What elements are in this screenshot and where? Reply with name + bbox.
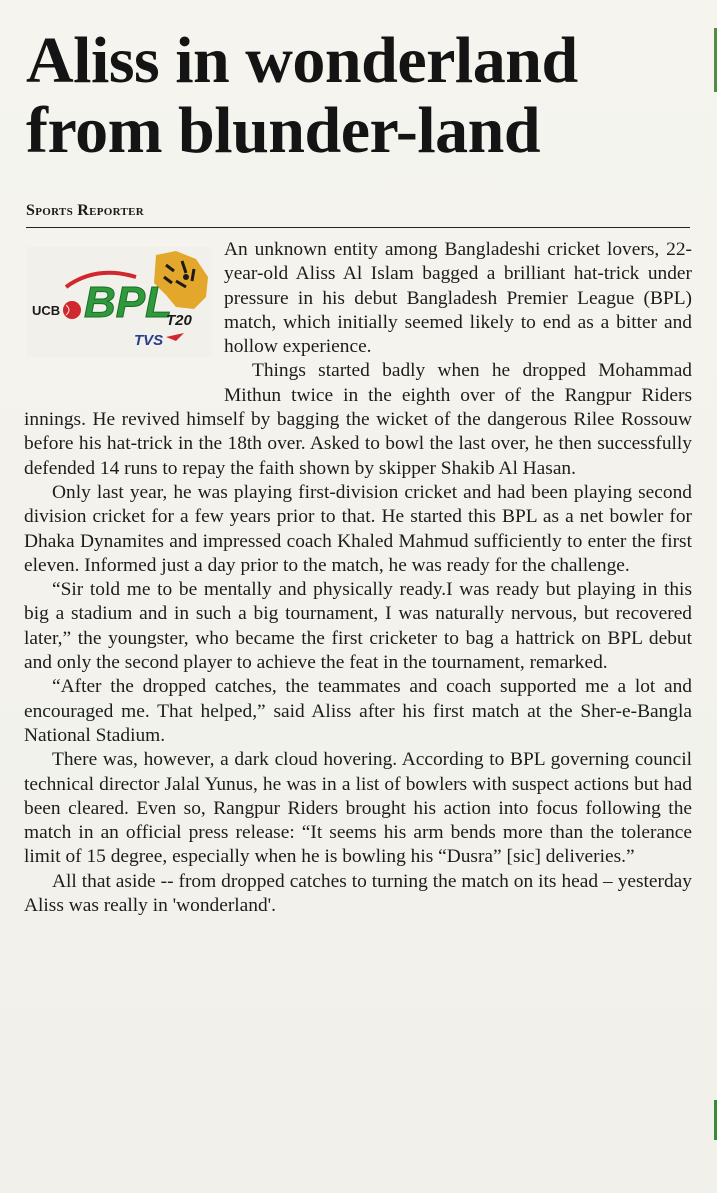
article-paragraph: An unknown entity among Bangladeshi cricket lovers, 22-year-old Aliss Al Islam bagged a brilliant hat-trick under pressure in his debut Bangladesh Premier League (BPL) match, which initially seemed likely to end as a bitter and hollow experience. <box>24 238 692 359</box>
article-body <box>24 238 692 918</box>
article-paragraph: Only last year, he was playing first-division cricket and had been playing second division cricket for a few years prior to that. He started this BPL as a net bowler for Dhaka Dynamites and impressed coach Khaled Mahmud sufficiently to enter the first eleven. Informed just a day prior to the match, he was ready for the challenge. <box>24 481 692 576</box>
headline: Aliss in wonderland from blunder-land <box>26 24 578 167</box>
logo-float-space <box>24 238 224 384</box>
byline: Sports Reporter <box>26 202 145 219</box>
logo-ucb-text: UCB <box>32 303 61 318</box>
logo-bpl-text: BPL <box>84 278 172 327</box>
article-paragraph: “After the dropped catches, the teammates and coach supported me a lot and encouraged me. That helped,” said Aliss after his first match at the Sher-e-Bangla National Stadium. <box>24 676 692 746</box>
article-paragraph: There was, however, a dark cloud hovering. According to BPL governing council technical director Jalal Yunus, he was in a list of bowlers with suspect actions but had been cleared. Even so, Rangpur Riders brought his action into focus following the match in an official press release: “It seems his arm bends more than the tolerance limit of 15 degree, especially when he is bowling his “Dusra” [sic] deliveries.” <box>24 749 692 868</box>
logo-t20-text: T20 <box>166 312 192 329</box>
article-paragraph: All that aside -- from dropped catches to turning the match on its head – yesterday Aliss was really in 'wonderland'. <box>24 870 692 917</box>
logo-sponsor-text: TVS <box>134 332 164 349</box>
divider-rule <box>26 227 690 228</box>
article-paragraph: “Sir told me to be mentally and physically ready.I was ready but playing in this big a stadium and in such a big tournament, I was naturally nervous, but recovered later,” the youngster, who became the first cricketer to bag a hattrick on BPL debut and only the second player to achieve the feat in the tournament, remarked. <box>24 579 692 674</box>
article-paragraph: Things started badly when he dropped Mohammad Mithun twice in the eighth over of the Rangpur Riders innings. He revived himself by bagging the wicket of the dangerous Rilee Rossouw before his hat-trick in the 18th over. Asked to bowl the last over, he then successfully defended 14 runs to repay the faith shown by skipper Shakib Al Hasan. <box>24 360 692 479</box>
